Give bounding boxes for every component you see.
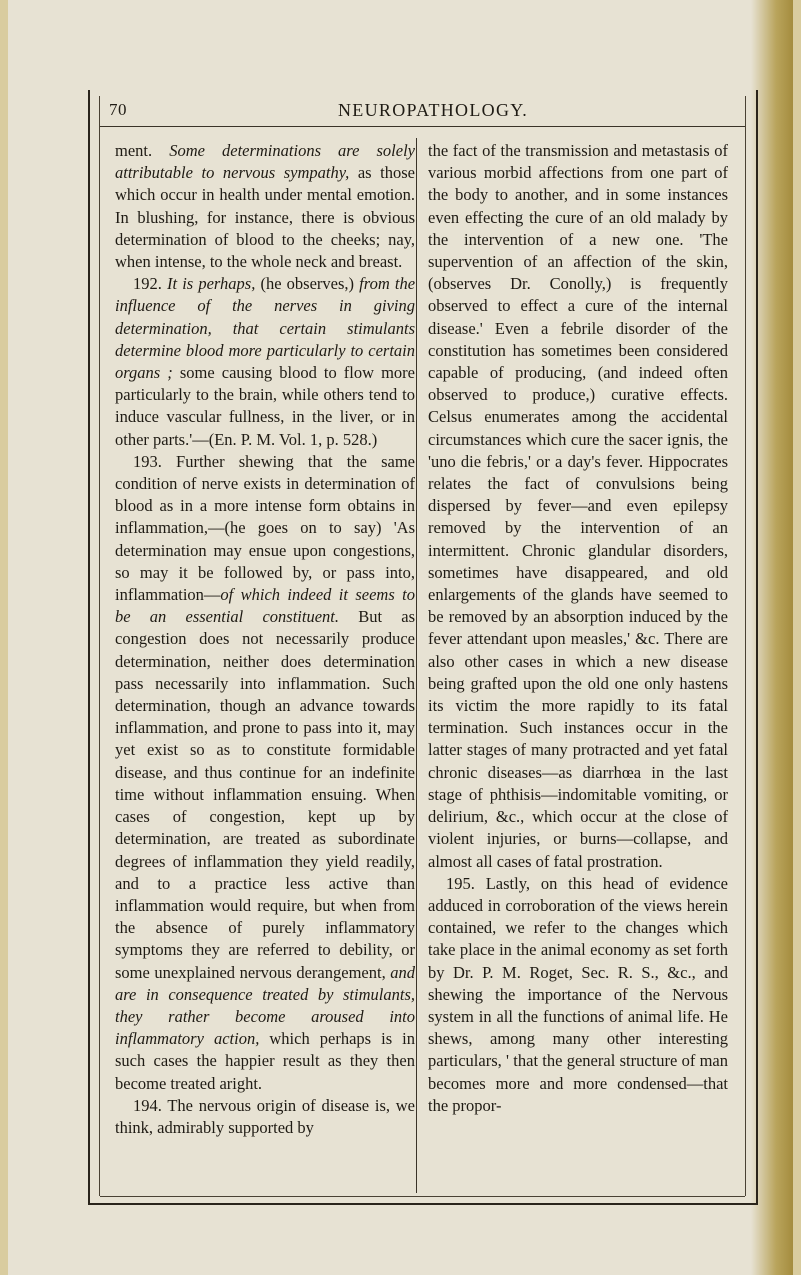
text-run: the fact of the transmission and metastasis of various morbid affections from one part of the body to another, and in some instances even effecting the cure of an old malady by the intervention of a new one. 'The supervention of an affection of the skin, (observes Dr. Conolly,) is frequently observed to effect a cure of the internal disease.' Even a febrile disorder of the constitution has sometimes been considered capable of producing, (and indeed often observed to produce,) curative effects. Celsus enumerates among the accidental circumstances which cure the sacer ignis, the 'uno die febris,' or a day's fever. Hippocrates relates the fact of convulsions being dispersed by fever—and even epilepsy removed by the intervention of an intermittent. Chronic glandular disorders, sometimes have disappeared, and old enlargements of the glands have seemed to be removed by an absorption induced by the fever attendant upon measles,' &c. There are also other cases in which a new disease being grafted upon the old one only hastens its victim the more rapidly to its fatal termination. Such instances occur in the latter stages of many protracted and yet fatal chronic diseases—as diarrhœa in the last stage of phthisis—indomitable vomiting, or delirium, &c., which occur at the close of violent injuries, or burns—collapse, and almost all cases of fatal prostration. (428, 141, 728, 871)
page-number: 70 (109, 100, 127, 119)
bottom-rule-inner (100, 1196, 745, 1197)
paragraph (115, 140, 415, 273)
text-run: (he observes,) (255, 274, 360, 294)
text-run: 193. Further shewing that the same condition of nerve exists in determination of blood as in a more intense form obtains in inflammation,—(he goes on to say) 'As determination may ensue upon congestions, so may it be followed by, or pass into, inflammation— (115, 451, 415, 605)
text-run: 195. Lastly, on this head of evidence adduced in corroboration of the views herein contained, we refer to the changes which take place in the animal economy as set forth by Dr. P. M. Roget, Sec. R. S., &c., and shewing the importance of the Nervous system in all the functions of animal life. He shews, among many other interesting particulars, ' that the general structure of man becomes more and more condensed—that the propor- (428, 873, 728, 1115)
italic-text-run: It is perhaps, (167, 274, 256, 294)
text-run: But as congestion does not necessarily produce determination, neither does determination pass necessarily into inflammation. Such determination, though an advance towards inflammation, and prone to pass into it, may yet exist so as to constitute formidable disease, and thus continue for an indefinite time without inflammation ensuing. When cases of congestion, kept up by determination, are treated as subordinate degrees of inflammation they yield readily, and to a practice less active than inflammation would require, but when from the absence of purely inflammatory symptoms they are referred to debility, or some unexplained nervous derangement, (115, 607, 415, 982)
header-rule (100, 126, 745, 127)
text-run: as those which occur in health under mental emotion. In blushing, for instance, there is obvious determination of blood to the cheeks; nay, when intense, to the whole neck and breast. (115, 163, 415, 272)
bottom-rule-outer (88, 1203, 758, 1205)
text-run: 192. (133, 274, 168, 294)
text-run: ment. (115, 141, 170, 160)
paragraph (115, 1095, 415, 1139)
italic-text-run: and are in consequence treated by stimulants, they rather become aroused into inflammatory action, (115, 962, 415, 1049)
italic-text-run: Some determinations are solely attributable to nervous sympathy, (115, 141, 415, 183)
right-column (428, 140, 728, 1117)
running-head: NEUROPATHOLOGY. (338, 100, 529, 120)
paragraph (115, 273, 415, 451)
italic-text-run: from the influence of the nerves in giving determination, that certain stimulants determine blood more particularly to certain organs ; (115, 274, 416, 383)
column-divider (416, 138, 417, 1193)
text-run: some causing blood to flow more particularly to the brain, while others tend to induce vascular fullness, in the liver, or in other parts.'—(En. P. M. Vol. 1, p. 528.) (115, 363, 415, 449)
paragraph (428, 873, 728, 1117)
paragraph (115, 451, 415, 1095)
left-column (115, 140, 415, 1139)
paragraph (428, 140, 728, 873)
italic-text-run: of which indeed it seems to be an essential constituent. (115, 585, 415, 627)
text-run: 194. The nervous origin of disease is, we think, admirably supported by (115, 1095, 415, 1137)
text-run: which perhaps is in such cases the happier result as they then become treated aright. (115, 1029, 415, 1093)
